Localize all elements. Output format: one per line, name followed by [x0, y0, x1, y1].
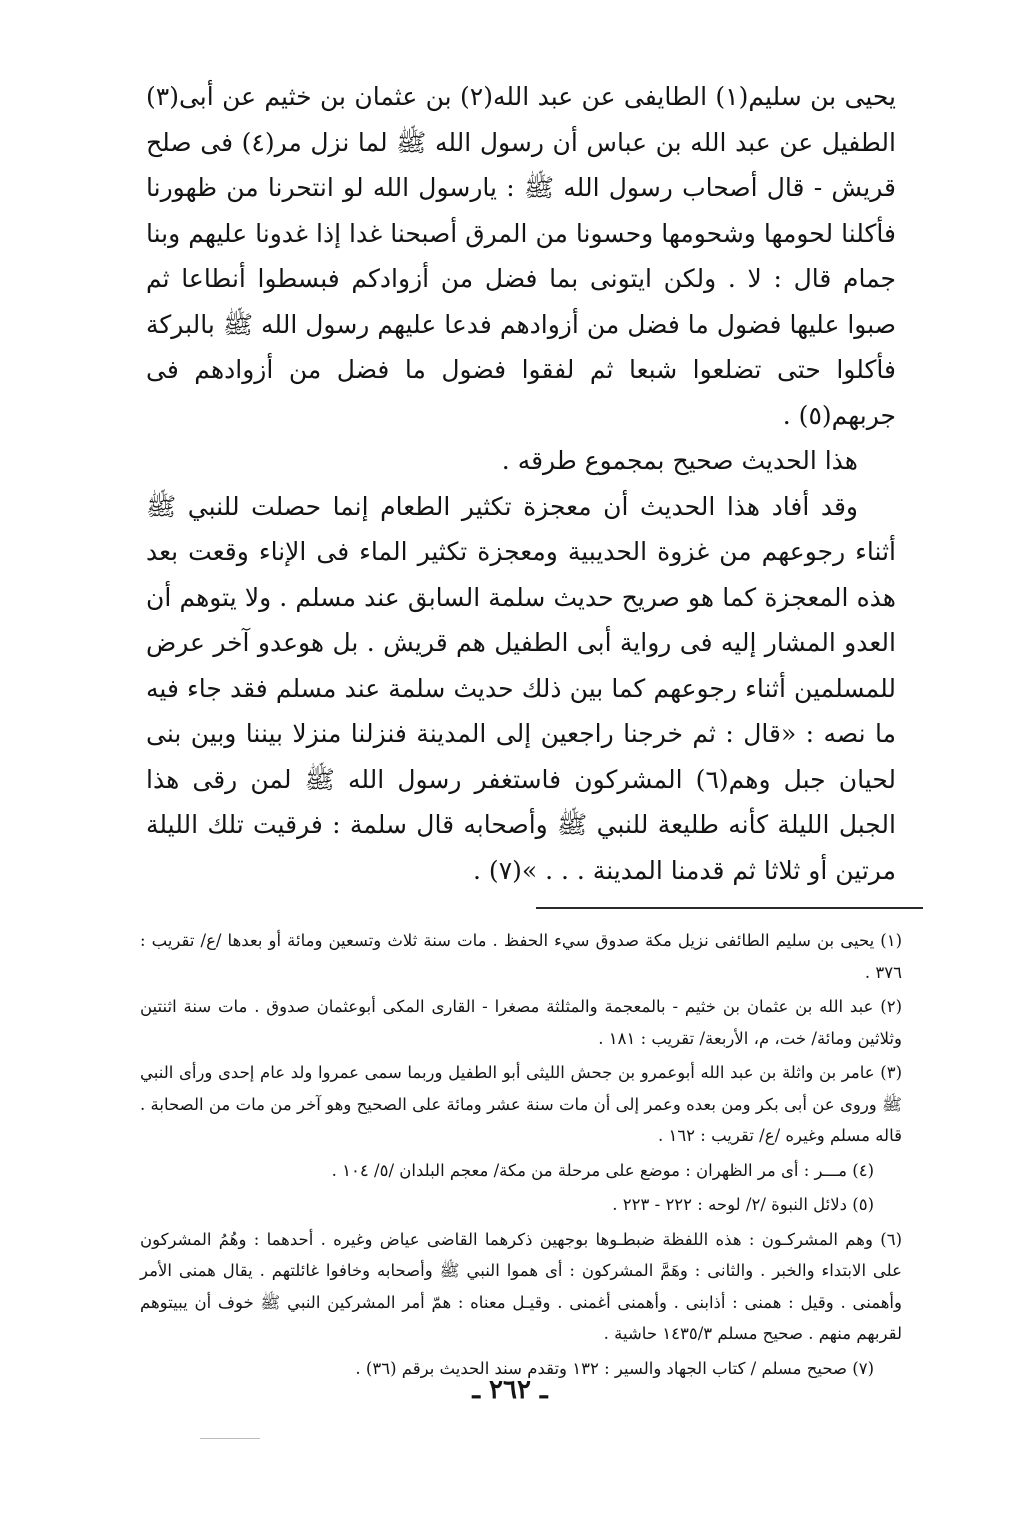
- footnote-5: (٥) دلائل النبوة /٢/ لوحه : ٢٢٢ - ٢٢٣ .: [612, 1195, 874, 1214]
- footnote-4: (٤) مـــر : أى مر الظهران : موضع على مرحلة من مكة/ معجم البلدان /٥/ ١٠٤ .: [331, 1160, 874, 1180]
- footnote-1: (١) يحيى بن سليم الطائفى نزيل مكة صدوق سيء الحفظ . مات سنة ثلاث وتسعين ومائة أو بعدها /ع/ تقريب : ٣٧٦ .: [140, 931, 902, 982]
- scan-artifact-line: [200, 1438, 260, 1439]
- footnote-2: (٢) عبد الله بن عثمان بن خثيم - بالمعجمة والمثلثة مصغرا - القارى المكى أبوعثمان صدوق . مات سنة اثنتين وثلاثين ومائة/ خت، م، الأربعة/ تقريب : ١٨١ .: [140, 997, 902, 1048]
- hadith-paragraph: يحيى بن سليم(١) الطايفى عن عبد الله(٢) بن عثمان بن خثيم عن أبى(٣) الطفيل عن عبد الله بن عباس أن رسول الله ﷺ لما نزل مر(٤) فى صلح قريش - قال أصحاب رسول الله ﷺ : يارسول الله لو انتحرنا من ظهورنا فأكلنا لحومها وشحومها وحسونا من المرق أصبحنا غدا إذا غدونا عليهم وبنا جمام قال : لا . ولكن ايتونى بما فضل من أزوادكم فبسطوا أنطاعا ثم صبوا عليها فضول ما فضل من أزوادهم فدعا عليهم رسول الله ﷺ بالبركة فأكلوا حتى تضلعوا شبعا ثم لفقوا فضول ما فضل من أزوادهم فى جربهم(٥) .: [146, 82, 896, 430]
- commentary-paragraph: وقد أفاد هذا الحديث أن معجزة تكثير الطعام إنما حصلت للنبي ﷺ أثناء رجوعهم من غزوة الحديبية ومعجزة تكثير الماء فى الإناء وقعت بعد هذه المعجزة كما هو صريح حديث سلمة السابق عند مسلم . ولا يتوهم أن العدو المشار إليه فى رواية أبى الطفيل هم قريش . بل هوعدو آخر عرض للمسلمين أثناء رجوعهم كما بين ذلك حديث سلمة عند مسلم فقد جاء فيه ما نصه : «قال : ثم خرجنا راجعين إلى المدينة فنزلنا منزلا بيننا وبين بنى لحيان جبل وهم(٦) المشركون فاستغفر رسول الله ﷺ لمن رقى هذا الجبل الليلة كأنه طليعة للنبي ﷺ وأصحابه قال سلمة : فرقيت تلك الليلة مرتين أو ثلاثا ثم قدمنا المدينة . . . »(٧) .: [146, 491, 896, 885]
- footnote-separator: [536, 907, 923, 909]
- footnotes-section: [140, 925, 902, 1387]
- footnote-7: (٧) صحيح مسلم / كتاب الجهاد والسير : ١٣٢ وتقدم سند الحديث برقم (٣٦) .: [355, 1358, 874, 1378]
- page-number: ـ ٢٦٢ ـ: [472, 1375, 548, 1405]
- main-text-body: [146, 74, 896, 893]
- authenticity-statement: هذا الحديث صحيح بمجموع طرقه .: [501, 446, 858, 475]
- footnote-3: (٣) عامر بن واثلة بن عبد الله أبوعمرو بن جحش الليثى أبو الطفيل وربما سمى عمروا ولد عام إحدى ورأى النبي ﷺ وروى عن أبى بكر ومن بعده وعمر إلى أن مات سنة عشر ومائة على الصحيح وهو آخر من مات من الصحابة . قاله مسلم وغيره /ع/ تقريب : ١٦٢ .: [140, 1063, 902, 1145]
- footnote-6: (٦) وهم المشركـون : هذه اللفظة ضبطـوها بوجهين ذكرهما القاضى عياض وغيره . أحدهما : وهُمُ المشركون على الابتداء والخبر . والثانى : وهَمَّ المشركون : أى هموا النبي ﷺ وأصحابه وخافوا غائلتهم . يقال همنى الأمر وأهمنى . وقيل : همنى : أذابنى . وأهمنى أغمنى . وقيـل معناه : همّ أمر المشركين النبي ﷺ خوف أن يبيتوهم لقربهم منهم . صحيح مسلم ١٤٣٥/٣ حاشية .: [140, 1229, 902, 1343]
